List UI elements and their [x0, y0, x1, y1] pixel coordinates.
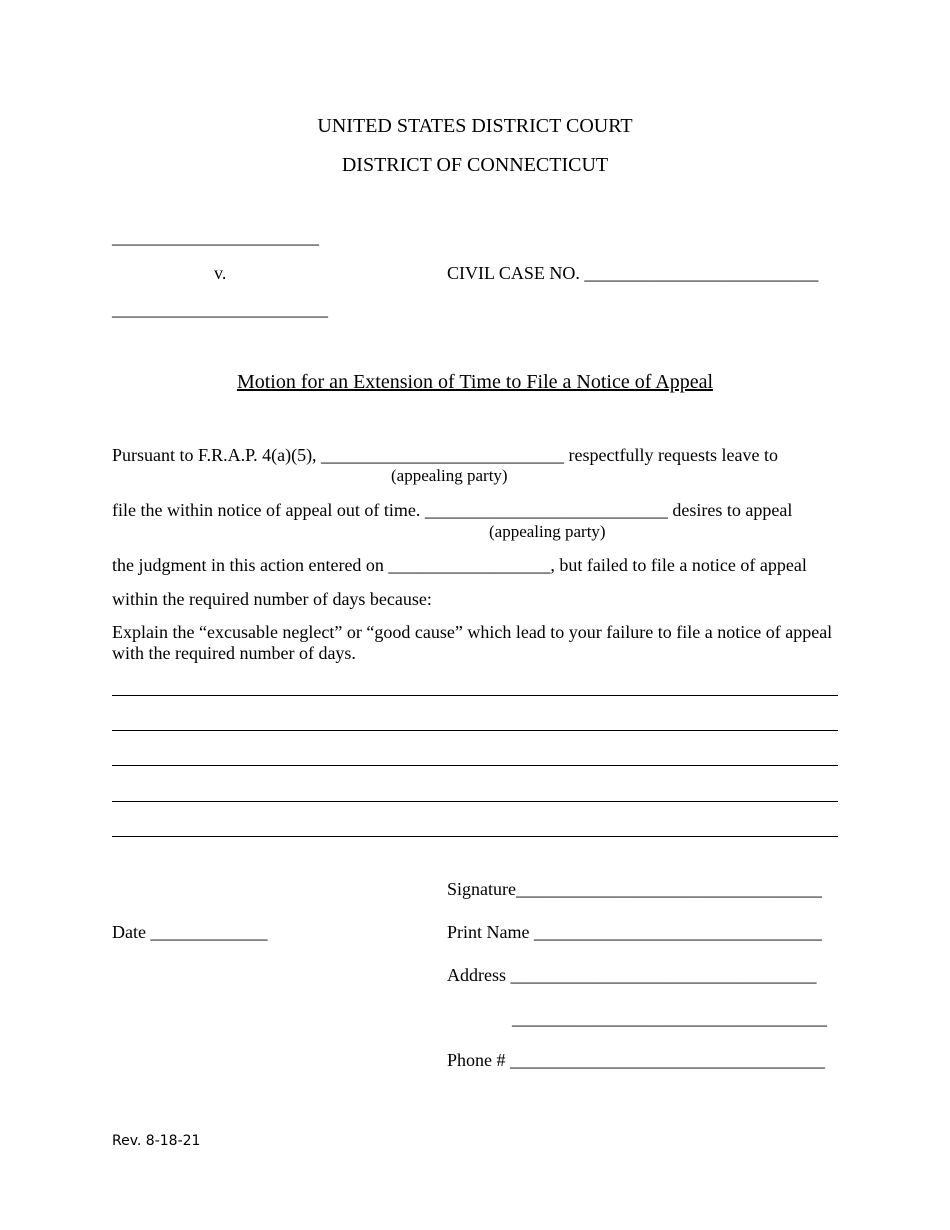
motion-title: Motion for an Extension of Time to File a Notice of Appeal — [236, 371, 714, 393]
appealing-party-caption-1: (appealing party) — [391, 466, 508, 485]
print-name-field[interactable]: Print Name ________________________________ — [447, 922, 822, 942]
explanation-line-5[interactable] — [112, 836, 838, 837]
explanation-line-3[interactable] — [112, 765, 838, 766]
body-line-2: file the within notice of appeal out of time. ___________________________ desires to appeal — [112, 500, 793, 520]
explanation-instructions: Explain the “excusable neglect” or “good cause” which lead to your failure to file a notice of appeal with the required number of days. — [112, 622, 833, 663]
district-name: DISTRICT OF CONNECTICUT — [341, 154, 609, 176]
civil-case-number-field[interactable]: CIVIL CASE NO. __________________________ — [447, 263, 819, 283]
appealing-party-caption-2: (appealing party) — [489, 522, 606, 541]
body-line-1: Pursuant to F.R.A.P. 4(a)(5), ___________________________ respectfully requests leave to — [112, 445, 778, 465]
phone-field[interactable]: Phone # ___________________________________ — [447, 1050, 825, 1070]
body-line-3: the judgment in this action entered on __________________, but failed to file a notice of appeal — [112, 555, 807, 575]
address-line-2[interactable]: ___________________________________ — [512, 1008, 827, 1028]
versus-label: v. — [214, 263, 227, 283]
court-name: UNITED STATES DISTRICT COURT — [317, 115, 633, 137]
explanation-line-2[interactable] — [112, 730, 838, 731]
address-field[interactable]: Address __________________________________ — [447, 965, 817, 985]
explanation-line-1[interactable] — [112, 695, 838, 696]
plaintiff-line[interactable]: _______________________ — [112, 227, 319, 247]
signature-field[interactable]: Signature__________________________________ — [447, 879, 822, 899]
explanation-line-4[interactable] — [112, 801, 838, 802]
date-field[interactable]: Date _____________ — [112, 922, 268, 942]
defendant-line[interactable]: ________________________ — [112, 299, 328, 319]
revision-label: Rev. 8-18-21 — [112, 1133, 201, 1149]
body-line-4: within the required number of days because: — [112, 589, 432, 609]
